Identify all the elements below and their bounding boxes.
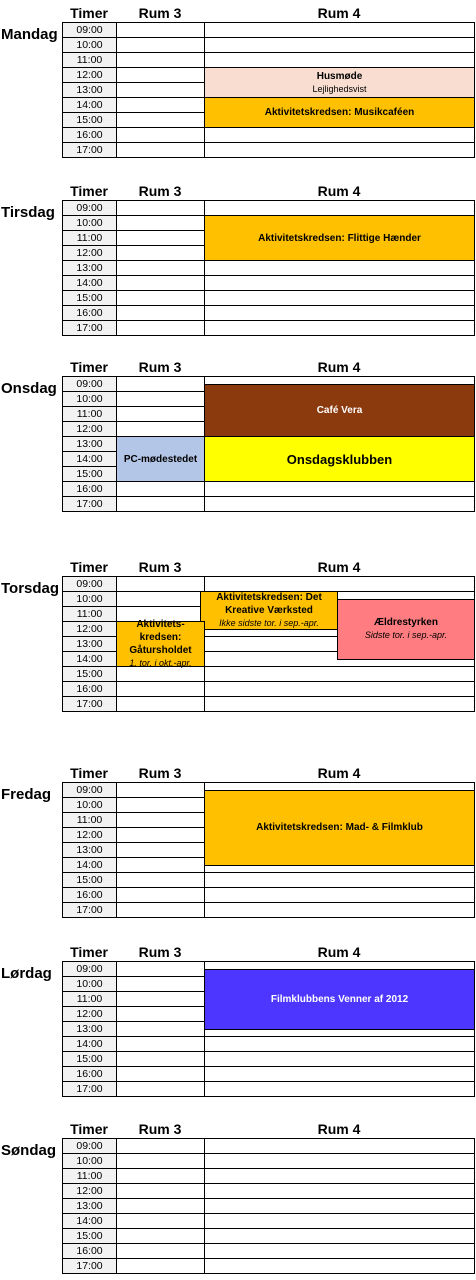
rum3-slot: [116, 857, 205, 873]
day-name: Fredag: [1, 786, 52, 803]
rum3-slot: [116, 22, 205, 38]
rum3-slot: [116, 961, 205, 977]
event-title: Aktivitetskredsen: Mad- & Filmklub: [256, 822, 423, 833]
rum3-slot: [116, 406, 205, 422]
header-timer: Timer: [70, 359, 108, 375]
time-grid: [62, 376, 474, 511]
day-section: [0, 943, 476, 1100]
rum4-slot: [204, 320, 475, 336]
header-timer: Timer: [70, 1121, 108, 1137]
time-slot: 15:00: [62, 872, 117, 888]
rum3-slot: [116, 245, 205, 261]
rum4-slot: [204, 576, 475, 592]
rum3-slot: [116, 376, 205, 392]
header-rum3: Rum 3: [138, 183, 182, 199]
time-slot: 17:00: [62, 320, 117, 336]
header-rum4: Rum 4: [317, 559, 361, 575]
time-slot: 11:00: [62, 52, 117, 68]
time-grid: [62, 1138, 474, 1273]
event-block[interactable]: [204, 790, 475, 866]
time-slot: 13:00: [62, 436, 117, 452]
rum4-slot: [204, 1228, 475, 1244]
day-section: [0, 182, 476, 339]
event-block[interactable]: [116, 436, 205, 482]
time-slot: 12:00: [62, 67, 117, 83]
time-slot: 09:00: [62, 576, 117, 592]
time-slot: 14:00: [62, 1213, 117, 1229]
day-name: Lørdag: [1, 965, 52, 982]
event-block[interactable]: [204, 67, 475, 98]
rum3-slot: [116, 872, 205, 888]
rum4-slot: [204, 481, 475, 497]
time-slot: 17:00: [62, 902, 117, 918]
event-block[interactable]: [200, 591, 338, 630]
rum3-slot: [116, 681, 205, 697]
time-slot: 12:00: [62, 245, 117, 261]
day-name: Torsdag: [1, 580, 60, 597]
time-slot: 11:00: [62, 406, 117, 422]
rum4-slot: [204, 696, 475, 712]
time-slot: 13:00: [62, 1198, 117, 1214]
header-rum4: Rum 4: [317, 765, 361, 781]
rum3-slot: [116, 1006, 205, 1022]
header-timer: Timer: [70, 765, 108, 781]
rum3-slot: [116, 481, 205, 497]
time-slot: 16:00: [62, 127, 117, 143]
day-section: [0, 1120, 476, 1277]
rum4-slot: [204, 275, 475, 291]
rum4-slot: [204, 142, 475, 158]
rum4-slot: [204, 496, 475, 512]
time-slot: 15:00: [62, 1051, 117, 1067]
time-grid: [62, 22, 474, 157]
event-subtitle: Sidste tor. i sep.-apr.: [364, 630, 448, 640]
rum4-slot: [204, 260, 475, 276]
time-slot: 09:00: [62, 200, 117, 216]
header-timer: Timer: [70, 5, 108, 21]
header-timer: Timer: [70, 944, 108, 960]
time-grid: [62, 961, 474, 1096]
time-slot: 12:00: [62, 421, 117, 437]
rum3-slot: [116, 591, 205, 607]
rum3-slot: [116, 1036, 205, 1052]
rum3-slot: [116, 696, 205, 712]
time-slot: 12:00: [62, 1183, 117, 1199]
time-slot: 10:00: [62, 976, 117, 992]
time-slot: 12:00: [62, 827, 117, 843]
rum4-slot: [204, 1183, 475, 1199]
event-title: Café Vera: [316, 404, 363, 416]
header-timer: Timer: [70, 559, 108, 575]
rum4-slot: [204, 37, 475, 53]
rum3-slot: [116, 290, 205, 306]
time-slot: 15:00: [62, 466, 117, 482]
rum3-slot: [116, 260, 205, 276]
time-slot: 14:00: [62, 451, 117, 467]
time-slot: 09:00: [62, 961, 117, 977]
rum4-slot: [204, 1153, 475, 1169]
rum4-slot: [204, 681, 475, 697]
time-slot: 13:00: [62, 260, 117, 276]
time-slot: 12:00: [62, 1006, 117, 1022]
rum4-slot: [204, 1066, 475, 1082]
time-slot: 11:00: [62, 812, 117, 828]
time-slot: 17:00: [62, 1081, 117, 1097]
rum3-slot: [116, 1213, 205, 1229]
rum3-slot: [116, 1021, 205, 1037]
rum3-slot: [116, 576, 205, 592]
rum4-slot: [204, 1036, 475, 1052]
rum3-slot: [116, 1183, 205, 1199]
time-grid: [62, 200, 474, 335]
event-subtitle: Lejlighedsvist: [312, 83, 367, 94]
time-slot: 15:00: [62, 666, 117, 682]
rum4-slot: [204, 1051, 475, 1067]
time-slot: 16:00: [62, 887, 117, 903]
time-slot: 16:00: [62, 481, 117, 497]
time-slot: 09:00: [62, 376, 117, 392]
rum3-slot: [116, 812, 205, 828]
rum3-slot: [116, 1168, 205, 1184]
time-slot: 17:00: [62, 496, 117, 512]
day-name: Søndag: [1, 1142, 56, 1159]
day-name: Tirsdag: [1, 204, 55, 221]
rum3-slot: [116, 1198, 205, 1214]
header-rum3: Rum 3: [138, 5, 182, 21]
time-grid: [62, 782, 474, 917]
time-slot: 16:00: [62, 681, 117, 697]
rum3-slot: [116, 797, 205, 813]
event-block[interactable]: [204, 384, 475, 438]
rum4-slot: [204, 1198, 475, 1214]
header-rum4: Rum 4: [317, 359, 361, 375]
rum4-slot: [204, 1138, 475, 1154]
header-rum3: Rum 3: [138, 359, 182, 375]
time-slot: 15:00: [62, 290, 117, 306]
rum3-slot: [116, 97, 205, 113]
time-grid: [62, 576, 474, 711]
time-slot: 10:00: [62, 37, 117, 53]
time-slot: 15:00: [62, 1228, 117, 1244]
rum3-slot: [116, 1153, 205, 1169]
event-subtitle: Ikke sidste tor. i sep.-apr.: [219, 617, 319, 628]
event-title: Husmøde: [316, 70, 363, 82]
day-section: [0, 558, 476, 715]
rum3-slot: [116, 1066, 205, 1082]
rum3-slot: [116, 827, 205, 843]
event-block[interactable]: [337, 599, 475, 660]
rum3-slot: [116, 902, 205, 918]
time-slot: 17:00: [62, 142, 117, 158]
rum3-slot: [116, 976, 205, 992]
rum3-slot: [116, 391, 205, 407]
rum3-slot: [116, 230, 205, 246]
rum4-slot: [204, 22, 475, 38]
header-timer: Timer: [70, 183, 108, 199]
time-slot: 09:00: [62, 22, 117, 38]
rum3-slot: [116, 67, 205, 83]
day-section: [0, 764, 476, 921]
rum4-slot: [204, 200, 475, 216]
time-slot: 17:00: [62, 1258, 117, 1274]
time-slot: 11:00: [62, 230, 117, 246]
event-title: PC-mødestedet: [123, 453, 198, 465]
time-slot: 17:00: [62, 696, 117, 712]
rum3-slot: [116, 127, 205, 143]
time-slot: 13:00: [62, 636, 117, 652]
rum4-slot: [204, 52, 475, 68]
event-block[interactable]: [204, 969, 475, 1030]
header-rum4: Rum 4: [317, 944, 361, 960]
rum4-slot: [204, 666, 475, 682]
rum3-slot: [116, 1243, 205, 1259]
rum3-slot: [116, 305, 205, 321]
rum3-slot: [116, 1051, 205, 1067]
rum3-slot: [116, 991, 205, 1007]
event-block[interactable]: [204, 215, 475, 261]
time-slot: 16:00: [62, 1066, 117, 1082]
rum4-slot: [204, 902, 475, 918]
rum3-slot: [116, 1228, 205, 1244]
rum3-slot: [116, 1258, 205, 1274]
rum3-slot: [116, 275, 205, 291]
event-block[interactable]: [204, 436, 475, 482]
rum3-slot: [116, 215, 205, 231]
time-slot: 14:00: [62, 97, 117, 113]
rum4-slot: [204, 290, 475, 306]
time-slot: 14:00: [62, 857, 117, 873]
rum3-slot: [116, 82, 205, 98]
rum3-slot: [116, 1081, 205, 1097]
rum3-slot: [116, 887, 205, 903]
header-rum3: Rum 3: [138, 559, 182, 575]
time-slot: 09:00: [62, 782, 117, 798]
rum4-slot: [204, 1081, 475, 1097]
time-slot: 10:00: [62, 591, 117, 607]
rum3-slot: [116, 782, 205, 798]
rum3-slot: [116, 842, 205, 858]
event-block[interactable]: [116, 621, 205, 667]
event-title: Ældrestyrken: [374, 617, 438, 628]
time-slot: 16:00: [62, 305, 117, 321]
rum3-slot: [116, 496, 205, 512]
time-slot: 10:00: [62, 391, 117, 407]
rum3-slot: [116, 1138, 205, 1154]
event-title: Aktivitetskredsen: Musikcaféen: [264, 107, 415, 118]
rum4-slot: [204, 127, 475, 143]
rum4-slot: [204, 1243, 475, 1259]
time-slot: 12:00: [62, 621, 117, 637]
event-subtitle: 1. tor. i okt.-apr.: [129, 658, 192, 668]
rum4-slot: [204, 305, 475, 321]
header-rum3: Rum 3: [138, 1121, 182, 1137]
time-slot: 14:00: [62, 275, 117, 291]
rum4-slot: [204, 872, 475, 888]
rum3-slot: [116, 142, 205, 158]
time-slot: 11:00: [62, 1168, 117, 1184]
rum3-slot: [116, 37, 205, 53]
rum4-slot: [204, 1258, 475, 1274]
time-slot: 11:00: [62, 606, 117, 622]
rum4-slot: [204, 1168, 475, 1184]
event-title: Filmklubbens Venner af 2012: [270, 993, 409, 1005]
rum3-slot: [116, 421, 205, 437]
time-slot: 14:00: [62, 651, 117, 667]
time-slot: 10:00: [62, 1153, 117, 1169]
event-title: Onsdagsklubben: [286, 451, 393, 467]
time-slot: 13:00: [62, 82, 117, 98]
time-slot: 11:00: [62, 991, 117, 1007]
rum4-slot: [204, 887, 475, 903]
header-rum4: Rum 4: [317, 1121, 361, 1137]
time-slot: 15:00: [62, 112, 117, 128]
header-rum4: Rum 4: [317, 183, 361, 199]
rum3-slot: [116, 200, 205, 216]
day-name: Onsdag: [1, 380, 57, 397]
time-slot: 09:00: [62, 1138, 117, 1154]
rum4-slot: [204, 1213, 475, 1229]
rum3-slot: [116, 112, 205, 128]
event-block[interactable]: [204, 97, 475, 128]
header-rum4: Rum 4: [317, 5, 361, 21]
time-slot: 10:00: [62, 797, 117, 813]
time-slot: 13:00: [62, 1021, 117, 1037]
header-rum3: Rum 3: [138, 944, 182, 960]
rum3-slot: [116, 320, 205, 336]
day-section: [0, 358, 476, 515]
time-slot: 13:00: [62, 842, 117, 858]
event-title: Aktivitetskredsen: Det Kreative Værksted: [216, 591, 322, 616]
day-section: [0, 4, 476, 161]
rum3-slot: [116, 52, 205, 68]
day-name: Mandag: [1, 26, 58, 43]
time-slot: 14:00: [62, 1036, 117, 1052]
event-title: Aktivitetskredsen: Flittige Hænder: [258, 232, 421, 244]
event-title: Aktivitets- kredsen: Gåtursholdet: [129, 619, 192, 656]
time-slot: 10:00: [62, 215, 117, 231]
header-rum3: Rum 3: [138, 765, 182, 781]
time-slot: 16:00: [62, 1243, 117, 1259]
